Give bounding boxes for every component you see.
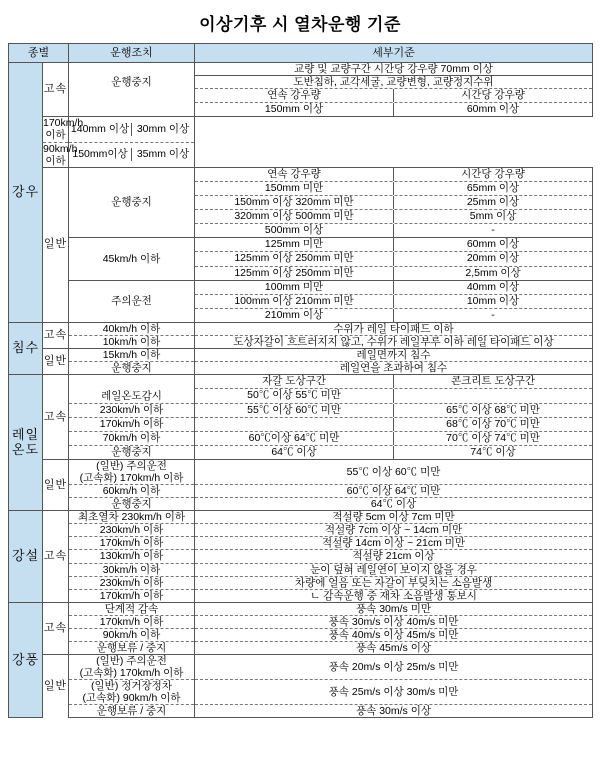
detail-cell	[195, 167, 593, 181]
table-row	[9, 210, 593, 224]
table-row	[9, 63, 593, 76]
table-row	[9, 705, 593, 718]
action-cell: 170km/h 이하	[69, 537, 195, 550]
detail-value: 40mm 이상	[466, 280, 520, 293]
category-label: 강우	[9, 63, 43, 323]
detail-cell	[195, 224, 593, 238]
detail-cell: 수위가 레일 타이패드 이하	[195, 323, 593, 336]
detail-value: 5mm 이상	[469, 210, 517, 222]
detail-cell	[195, 417, 593, 431]
table-row	[9, 460, 593, 485]
detail-cell	[195, 252, 593, 266]
table-row	[9, 103, 593, 117]
action-cell: 10km/h 이하	[69, 336, 195, 349]
action-cell	[69, 375, 195, 389]
detail-cell: 풍속 45m/s 이상	[195, 641, 593, 654]
detail-value: 74℃ 이상	[470, 445, 516, 458]
action-cell: 90km/h 이하	[43, 142, 78, 167]
detail-value: 125mm 이상 250mm 미만	[195, 252, 394, 265]
detail-cell	[69, 142, 195, 167]
table-row	[9, 117, 593, 142]
subtype-label: 일반	[43, 654, 69, 717]
table-row	[9, 181, 593, 195]
detail-cell	[195, 181, 593, 195]
subtype-label: 일반	[43, 349, 69, 375]
table-row	[9, 628, 593, 641]
weather-operation-standards-table	[8, 43, 593, 718]
action-cell: 운행중지	[69, 498, 195, 511]
action-cell: 운행중지	[69, 76, 195, 89]
action-cell	[69, 224, 195, 238]
detail-value: 150mm 이상	[195, 103, 394, 116]
category-label: 강설	[9, 511, 43, 602]
action-cell	[69, 280, 195, 294]
detail-cell: 도반침하, 교각세굴, 교량변형, 교량정지수위	[195, 76, 593, 89]
table-row	[9, 294, 593, 308]
detail-value: -	[491, 224, 495, 237]
table-row	[9, 485, 593, 498]
header-col-detail: 세부기준	[195, 44, 593, 63]
detail-cell	[195, 89, 593, 103]
detail-cell: 적설량 14cm 이상 ~ 21cm 미만	[195, 537, 593, 550]
action-cell: 230km/h 이하	[69, 576, 195, 589]
action-cell: 130km/h 이하	[69, 550, 195, 563]
table-row	[9, 266, 593, 280]
action-cell: 운행중지	[69, 362, 195, 375]
page-title: 이상기후 시 열차운행 기준	[199, 15, 401, 34]
header-col-type: 종별	[9, 44, 69, 63]
detail-cell	[195, 103, 593, 117]
table-row	[9, 349, 593, 362]
detail-cell	[195, 280, 593, 294]
detail-cell: 풍속 40m/s 이상 45m/s 미만	[195, 628, 593, 641]
category-label: 강풍	[9, 602, 43, 718]
table-row	[9, 375, 593, 389]
detail-cell: 풍속 20m/s 이상 25m/s 미만	[195, 654, 593, 679]
detail-cell	[195, 195, 593, 209]
table-row	[9, 550, 593, 563]
table-row	[9, 576, 593, 589]
table-row	[9, 280, 593, 294]
detail-cell: 적설량 5cm 이상 7cm 미만	[195, 511, 593, 524]
detail-value: 60mm 이상	[466, 238, 520, 251]
action-cell: 230km/h 이하	[69, 403, 195, 417]
action-cell	[69, 167, 195, 181]
table-row	[9, 195, 593, 209]
action-cell: 170km/h 이하	[69, 417, 195, 431]
action-cell: 운행보류 / 중지	[69, 705, 195, 718]
action-cell: 30km/h 이하	[69, 563, 195, 576]
action-cell	[69, 210, 195, 224]
detail-value: 20mm 이상	[466, 252, 520, 265]
table-row	[9, 641, 593, 654]
category-label: 침수	[9, 323, 43, 375]
detail-value: 65mm 이상	[466, 181, 520, 194]
detail-cell	[195, 403, 593, 417]
table-row	[9, 417, 593, 431]
table-row	[9, 238, 593, 252]
table-row	[9, 680, 593, 705]
table-row	[9, 654, 593, 679]
table-row	[9, 323, 593, 336]
table-row	[9, 445, 593, 459]
table-row	[9, 511, 593, 524]
detail-cell: 64℃ 이상	[195, 498, 593, 511]
detail-value: 60mm 이상	[466, 103, 520, 116]
table-row	[9, 308, 593, 322]
table-row	[9, 76, 593, 89]
detail-cell: 도상자갈이 흐트러지지 않고, 수위가 레일부루 이하 레일 타이패드 이상	[195, 336, 593, 349]
detail-cell: 교량 및 교량구간 시간당 강우량 70mm 이상	[195, 63, 593, 76]
table-row	[9, 563, 593, 576]
detail-cell: 60℃ 이상 64℃ 미만	[195, 485, 593, 498]
action-cell	[69, 266, 195, 280]
subtype-label: 고속	[43, 602, 69, 654]
detail-cell	[69, 117, 195, 142]
detail-value: 100mm 미만	[195, 281, 394, 294]
category-label: 레일 온도	[9, 375, 43, 511]
table-row	[9, 252, 593, 266]
detail-cell: ㄴ 감속운행 중 재차 소음발생 통보시	[195, 589, 593, 602]
detail-cell: 풍속 30m/s 이상 40m/s 미만	[195, 615, 593, 628]
detail-cell	[195, 294, 593, 308]
action-cell: 40km/h 이하	[69, 323, 195, 336]
detail-cell: 눈이 덮혀 레일연이 보이지 않을 경우	[195, 563, 593, 576]
header-col-action: 운행조치	[69, 44, 195, 63]
detail-value: 140mm 이상	[69, 123, 132, 136]
detail-cell: 차량에 얼음 또는 자갈이 부딪치는 소음발생	[195, 576, 593, 589]
detail-value: 55℃ 이상 60℃ 미만	[195, 404, 394, 417]
action-cell	[69, 89, 195, 103]
detail-subheader: 시간당 강우량	[461, 167, 525, 180]
table-row	[9, 389, 593, 403]
detail-cell: 레일면까지 침수	[195, 349, 593, 362]
table-row	[9, 224, 593, 238]
detail-value: 65℃ 이상 68℃ 미만	[446, 403, 540, 416]
detail-cell: 55℃ 이상 60℃ 미만	[195, 460, 593, 485]
table-row	[9, 336, 593, 349]
action-cell: 운행중지	[69, 445, 195, 459]
table-row	[9, 362, 593, 375]
detail-value: 125mm 이상 250mm 미만	[195, 267, 394, 280]
action-cell: 레일온도감시	[69, 389, 195, 403]
action-cell: 170km/h 이하	[69, 615, 195, 628]
action-cell: 최초열차 230km/h 이하	[69, 511, 195, 524]
table-row	[9, 537, 593, 550]
action-cell	[69, 308, 195, 322]
action-cell: (일반) 정거장정차 (고속화) 90km/h 이하	[69, 680, 195, 705]
action-cell: 45km/h 이하	[69, 252, 195, 266]
detail-cell	[195, 431, 593, 445]
detail-cell	[195, 266, 593, 280]
action-cell: 170km/h 이하	[43, 117, 84, 142]
detail-subheader: 연속 강우량	[195, 168, 394, 181]
detail-value: 150mm 이상 320mm 미만	[195, 196, 394, 209]
subtype-label: 고속	[43, 323, 69, 349]
detail-value: 50℃ 이상 55℃ 미만	[195, 389, 394, 402]
detail-value: 500mm 이상	[195, 224, 394, 237]
action-cell: 운행중지	[69, 195, 195, 209]
detail-subheader: 자갈 도상구간	[195, 375, 394, 388]
detail-cell	[195, 389, 593, 403]
action-cell: 60km/h 이하	[69, 485, 195, 498]
subtype-label: 일반	[43, 460, 69, 511]
detail-cell: 적설량 21cm 이상	[195, 550, 593, 563]
detail-value: 2,5mm 이상	[465, 266, 521, 279]
detail-cell	[195, 445, 593, 459]
detail-cell: 풍속 25m/s 이상 30m/s 미만	[195, 680, 593, 705]
detail-value: 10mm 이상	[466, 294, 520, 307]
table-row	[9, 89, 593, 103]
detail-value: -	[491, 308, 495, 321]
table-row	[9, 589, 593, 602]
detail-cell	[195, 308, 593, 322]
table-row	[9, 498, 593, 511]
detail-value: 150mm이상	[69, 148, 132, 161]
detail-cell: 풍속 30m/s 미만	[195, 602, 593, 615]
detail-value: 150mm 미만	[195, 182, 394, 195]
detail-value: 70℃ 이상 74℃ 미만	[446, 431, 540, 444]
action-cell: 단계적 감속	[69, 602, 195, 615]
action-cell: 70km/h 이하	[69, 431, 195, 445]
detail-cell: 풍속 30m/s 이상	[195, 705, 593, 718]
action-cell	[69, 103, 195, 117]
detail-subheader: 연속 강우량	[195, 89, 394, 102]
detail-cell	[195, 375, 593, 389]
table-row	[9, 167, 593, 181]
detail-value: 60℃이상 64℃ 미만	[195, 432, 394, 445]
detail-value: 64℃ 이상	[195, 446, 394, 459]
action-cell: (일반) 주의운전 (고속화) 170km/h 이하	[69, 460, 195, 485]
detail-value: 210mm 이상	[195, 309, 394, 322]
action-cell: 주의운전	[69, 294, 195, 308]
detail-value: 320mm 이상 500mm 미만	[195, 210, 394, 223]
detail-value	[394, 389, 593, 402]
subtype-label: 고속	[43, 63, 69, 117]
detail-cell	[195, 238, 593, 252]
detail-value: 125mm 미만	[195, 238, 394, 251]
detail-subheader: 콘크리트 도상구간	[450, 375, 536, 388]
detail-value: 25mm 이상	[466, 195, 520, 208]
action-cell	[69, 63, 195, 76]
subtype-label: 일반	[43, 167, 69, 322]
table-row	[9, 602, 593, 615]
subtype-label: 고속	[43, 375, 69, 460]
detail-value: 35mm 이상	[136, 148, 190, 160]
detail-subheader: 시간당 강우량	[461, 89, 525, 102]
detail-cell: 레일연을 초과하여 침수	[195, 362, 593, 375]
detail-value: 30mm 이상	[136, 122, 190, 135]
detail-value	[195, 418, 394, 431]
detail-cell	[195, 210, 593, 224]
table-row	[9, 524, 593, 537]
detail-value: 100mm 이상 210mm 미만	[195, 295, 394, 308]
subtype-label: 고속	[43, 511, 69, 602]
action-cell: 230km/h 이하	[69, 524, 195, 537]
table-row	[9, 431, 593, 445]
action-cell: 90km/h 이하	[69, 628, 195, 641]
action-cell: 170km/h 이하	[69, 589, 195, 602]
detail-cell: 적설량 7cm 이상 ~ 14cm 미만	[195, 524, 593, 537]
table-row	[9, 615, 593, 628]
action-cell: 15km/h 이하	[69, 349, 195, 362]
action-cell	[69, 181, 195, 195]
action-cell: 운행보류 / 중지	[69, 641, 195, 654]
table-row	[9, 142, 593, 167]
action-cell: (일반) 주의운전 (고속화) 170km/h 이하	[69, 654, 195, 679]
action-cell	[69, 238, 195, 252]
table-header-row	[9, 44, 593, 63]
table-row	[9, 403, 593, 417]
detail-value: 68℃ 이상 70℃ 미만	[446, 417, 540, 430]
